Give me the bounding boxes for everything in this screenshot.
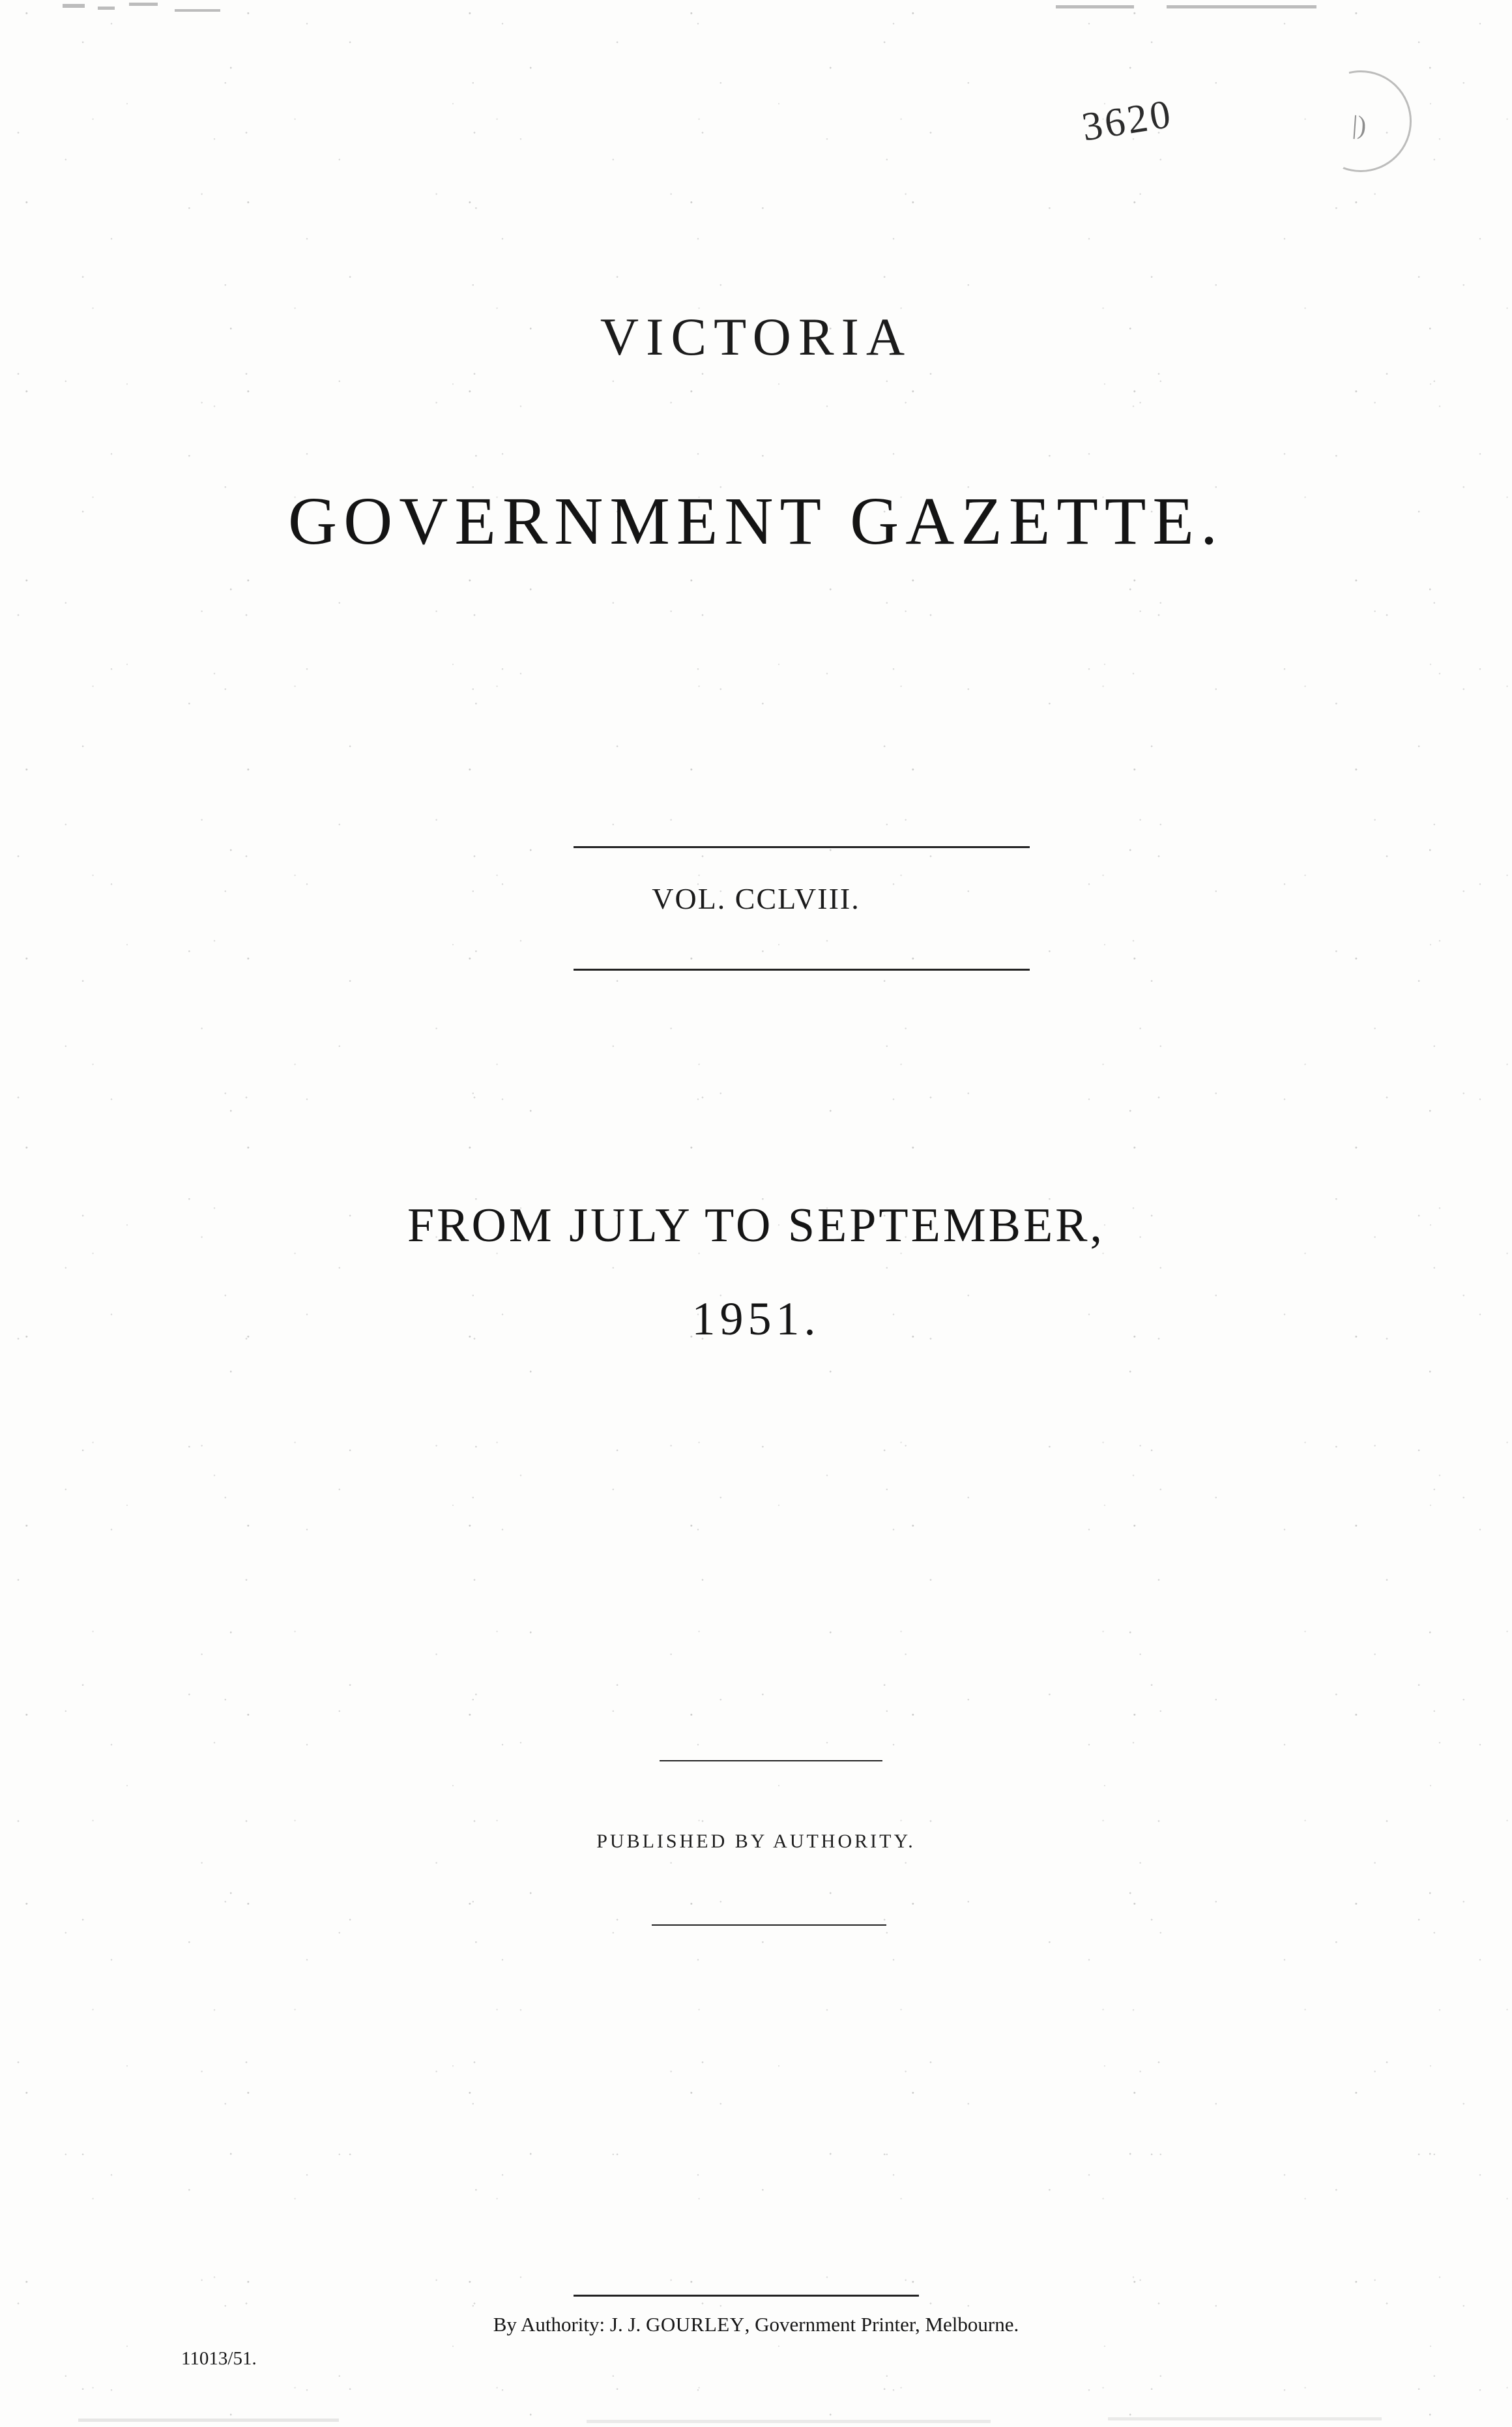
coverage-period-line-1: FROM JULY TO SEPTEMBER, — [407, 1199, 1105, 1252]
imprint-line — [0, 2313, 1512, 2336]
coverage-period-year: 1951. — [691, 1293, 821, 1345]
volume-rule-bottom — [574, 969, 1030, 971]
imprint-suffix: , Government Printer, Melbourne. — [744, 2313, 1019, 2336]
authority-rule-top — [660, 1760, 882, 1761]
library-stamp-mark: |) — [1351, 110, 1367, 140]
page-title-line-2: GOVERNMENT GAZETTE. — [288, 484, 1224, 559]
page-title-line-1: VICTORIA — [600, 307, 912, 366]
volume-rule-top — [574, 846, 1030, 848]
imprint-prefix: By Authority: J. J. — [493, 2313, 647, 2336]
printer-job-number: 11013/51. — [181, 2348, 257, 2369]
volume-label: VOL. CCLVIII. — [652, 882, 860, 915]
published-by-authority-note: PUBLISHED BY AUTHORITY. — [596, 1831, 916, 1852]
handwritten-accession-number: 3620 — [1079, 91, 1176, 150]
authority-rule-bottom — [652, 1924, 886, 1926]
imprint-printer-name: GOURLEY — [646, 2313, 745, 2336]
imprint-rule — [574, 2295, 919, 2297]
